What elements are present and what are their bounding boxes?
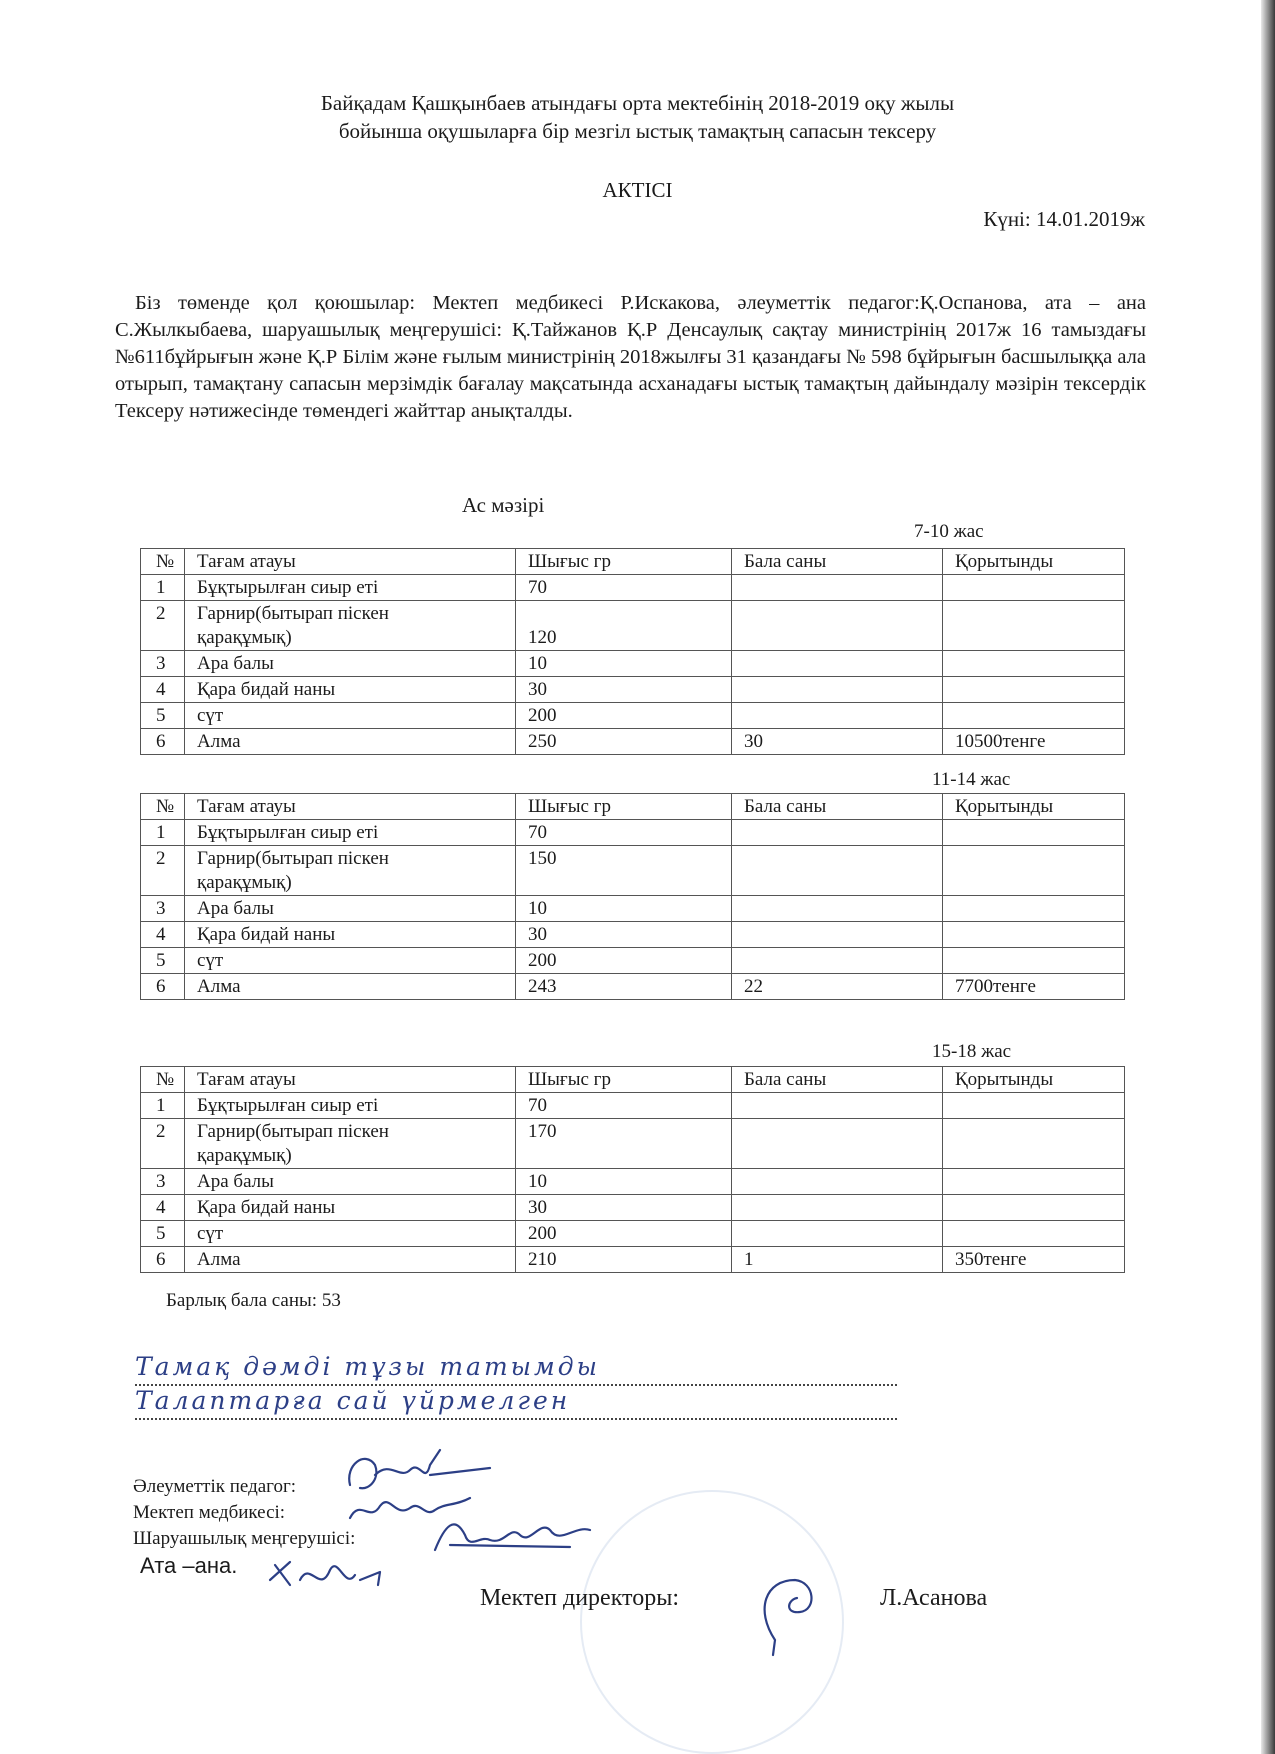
cell-num: 5: [141, 703, 185, 729]
cell-num: 2: [141, 601, 185, 651]
cell-num: 1: [141, 575, 185, 601]
cell-count: [732, 922, 943, 948]
cell-count: [732, 677, 943, 703]
cell-result: [943, 1169, 1125, 1195]
cell-count: 30: [732, 729, 943, 755]
cell-name: Қара бидай наны: [185, 1195, 516, 1221]
col-name: Тағам атауы: [185, 1067, 516, 1093]
cell-result: 7700тенге: [943, 974, 1125, 1000]
document-date: Күні: 14.01.2019ж: [983, 207, 1145, 231]
manager-signature: [420, 1505, 600, 1565]
cell-output: 200: [516, 703, 732, 729]
cell-result: [943, 1119, 1125, 1169]
cell-output: 30: [516, 922, 732, 948]
cell-count: [732, 703, 943, 729]
cell-result: [943, 846, 1125, 896]
cell-output: 70: [516, 575, 732, 601]
social-pedagogue-label: Әлеуметтік педагог:: [133, 1476, 297, 1497]
cell-output: 10: [516, 651, 732, 677]
cell-result: [943, 703, 1125, 729]
table-row: [141, 1195, 1125, 1221]
intro-paragraph: [115, 290, 1146, 425]
table-row: [141, 703, 1125, 729]
age-group-label: 11-14 жас: [932, 769, 1011, 790]
cell-num: 3: [141, 651, 185, 677]
cell-output: 150: [516, 846, 732, 896]
age-group-label: 15-18 жас: [932, 1041, 1012, 1062]
col-name: Тағам атауы: [185, 794, 516, 820]
cell-name: сүт: [185, 948, 516, 974]
cell-num: 4: [141, 922, 185, 948]
cell-result: [943, 677, 1125, 703]
table-row: [141, 1093, 1125, 1119]
scan-edge-shadow: [1261, 0, 1275, 1754]
cell-num: 2: [141, 846, 185, 896]
table-row: [141, 729, 1125, 755]
table-row: [141, 820, 1125, 846]
cell-count: [732, 575, 943, 601]
intro-text: Біз төменде қол қоюшылар: Мектеп медбикесі Р.Искакова, әлеуметтік педагог:Қ.Оспанова, ата – ана С.Жылкыбаева, шаруашылық меңгерушісі: Қ.Тайжанов Қ.Р Денсаулық сақтау министрінің 2017ж 16 тамыздағы №611бұйрығын және Қ.Р Білім және ғылым министрінің 2018жылғы 31 қазандағы № 598 бұйрығын басшылыққа ала отырып, тамақтану сапасын мерзімдік бағалау мақсатында асханадағы ыстық тамақтың дайындалу мәзірін тексердік Тексеру нәтижесінде төмендегі жайттар анықталды.: [115, 292, 1146, 422]
cell-output: 10: [516, 1169, 732, 1195]
handwritten-note-line1: Тамақ дәмді тұзы татымды: [135, 1352, 897, 1386]
cell-count: 22: [732, 974, 943, 1000]
cell-num: 1: [141, 1093, 185, 1119]
cell-num: 3: [141, 1169, 185, 1195]
table-row: [141, 974, 1125, 1000]
cell-count: [732, 896, 943, 922]
cell-name: сүт: [185, 1221, 516, 1247]
cell-name: [185, 1119, 516, 1169]
table-row: [141, 651, 1125, 677]
cell-count: [732, 948, 943, 974]
col-count: Бала саны: [732, 1067, 943, 1093]
col-output: Шығыс гр: [516, 1067, 732, 1093]
cell-count: [732, 1119, 943, 1169]
director-signature: [745, 1570, 835, 1660]
cell-name: Алма: [185, 1247, 516, 1273]
table-header-row: [141, 549, 1125, 575]
cell-result: [943, 575, 1125, 601]
menu-table-15-18: [140, 1066, 1125, 1273]
table-row: [141, 846, 1125, 896]
table-row: [141, 1169, 1125, 1195]
cell-name-line1: Гарнир(бытырап піскен: [197, 1121, 389, 1142]
table-row: [141, 575, 1125, 601]
table-row: [141, 948, 1125, 974]
cell-output: 30: [516, 1195, 732, 1221]
cell-result: [943, 820, 1125, 846]
cell-count: [732, 651, 943, 677]
cell-count: [732, 846, 943, 896]
cell-name: [185, 846, 516, 896]
table-row: [141, 677, 1125, 703]
cell-name-line1: Гарнир(бытырап піскен: [197, 848, 389, 869]
act-heading: АКТІСІ: [602, 178, 673, 202]
menu-title: Ас мәзірі: [462, 493, 545, 517]
cell-output: 210: [516, 1247, 732, 1273]
cell-num: 2: [141, 1119, 185, 1169]
cell-name-line2: қарақұмық): [197, 627, 292, 648]
cell-name: Бұқтырылған сиыр еті: [185, 820, 516, 846]
menu-table-7-10: [140, 548, 1125, 755]
cell-name: Алма: [185, 729, 516, 755]
parent-label: Ата –ана.: [140, 1553, 238, 1578]
director-name: Л.Асанова: [880, 1585, 988, 1611]
col-result: Қорытынды: [943, 1067, 1125, 1093]
col-name: Тағам атауы: [185, 549, 516, 575]
manager-label: Шаруашылық меңгерушісі:: [133, 1528, 356, 1549]
cell-num: 6: [141, 729, 185, 755]
cell-name-line2: қарақұмық): [197, 1145, 292, 1166]
cell-result: [943, 948, 1125, 974]
cell-name: Бұқтырылған сиыр еті: [185, 1093, 516, 1119]
director-label: Мектеп директоры:: [480, 1585, 680, 1611]
cell-result: [943, 922, 1125, 948]
table-header-row: [141, 794, 1125, 820]
table-row: [141, 1247, 1125, 1273]
cell-count: [732, 1221, 943, 1247]
cell-count: 1: [732, 1247, 943, 1273]
col-result: Қорытынды: [943, 549, 1125, 575]
cell-num: 6: [141, 1247, 185, 1273]
total-children: Барлық бала саны: 53: [166, 1290, 341, 1311]
cell-name: Алма: [185, 974, 516, 1000]
cell-name: Ара балы: [185, 1169, 516, 1195]
cell-num: 6: [141, 974, 185, 1000]
cell-output: 120: [516, 601, 732, 651]
cell-num: 4: [141, 1195, 185, 1221]
cell-result: [943, 651, 1125, 677]
cell-result: [943, 1221, 1125, 1247]
cell-output: 200: [516, 1221, 732, 1247]
table-row: [141, 896, 1125, 922]
col-result: Қорытынды: [943, 794, 1125, 820]
cell-result: 350тенге: [943, 1247, 1125, 1273]
cell-output: 200: [516, 948, 732, 974]
cell-result: 10500тенге: [943, 729, 1125, 755]
col-output: Шығыс гр: [516, 549, 732, 575]
cell-name: Ара балы: [185, 896, 516, 922]
menu-table-11-14: [140, 793, 1125, 1000]
cell-output: 70: [516, 820, 732, 846]
cell-name-line2: қарақұмық): [197, 872, 292, 893]
cell-count: [732, 1195, 943, 1221]
table-row: [141, 601, 1125, 651]
cell-output: 30: [516, 677, 732, 703]
cell-result: [943, 601, 1125, 651]
parent-signature: [260, 1550, 420, 1605]
col-num: №: [141, 549, 185, 575]
table-header-row: [141, 1067, 1125, 1093]
cell-name-line1: Гарнир(бытырап піскен: [197, 603, 389, 624]
cell-output: 70: [516, 1093, 732, 1119]
cell-count: [732, 601, 943, 651]
cell-count: [732, 820, 943, 846]
cell-num: 5: [141, 1221, 185, 1247]
nurse-label: Мектеп медбикесі:: [133, 1502, 286, 1523]
cell-name: [185, 601, 516, 651]
col-num: №: [141, 794, 185, 820]
cell-name: Бұқтырылған сиыр еті: [185, 575, 516, 601]
cell-num: 3: [141, 896, 185, 922]
document-title-line1: Байқадам Қашқынбаев атындағы орта мектебінің 2018-2019 оқу жылы: [320, 91, 955, 115]
col-output: Шығыс гр: [516, 794, 732, 820]
cell-output: 250: [516, 729, 732, 755]
cell-name: Қара бидай наны: [185, 677, 516, 703]
cell-result: [943, 1093, 1125, 1119]
cell-result: [943, 1195, 1125, 1221]
table-row: [141, 922, 1125, 948]
cell-count: [732, 1169, 943, 1195]
cell-num: 4: [141, 677, 185, 703]
cell-output: 10: [516, 896, 732, 922]
cell-result: [943, 896, 1125, 922]
cell-output: 243: [516, 974, 732, 1000]
age-group-label: 7-10 жас: [914, 521, 984, 542]
cell-name: Ара балы: [185, 651, 516, 677]
cell-num: 1: [141, 820, 185, 846]
col-count: Бала саны: [732, 549, 943, 575]
cell-name: Қара бидай наны: [185, 922, 516, 948]
table-row: [141, 1119, 1125, 1169]
cell-output: 170: [516, 1119, 732, 1169]
cell-count: [732, 1093, 943, 1119]
cell-name: сүт: [185, 703, 516, 729]
handwritten-note-line2: Талаптарға сай үйрмелген: [135, 1386, 897, 1420]
cell-num: 5: [141, 948, 185, 974]
document-title-line2: бойынша оқушыларға бір мезгіл ыстық тамақтың сапасын тексеру: [338, 119, 937, 143]
table-row: [141, 1221, 1125, 1247]
col-num: №: [141, 1067, 185, 1093]
col-count: Бала саны: [732, 794, 943, 820]
